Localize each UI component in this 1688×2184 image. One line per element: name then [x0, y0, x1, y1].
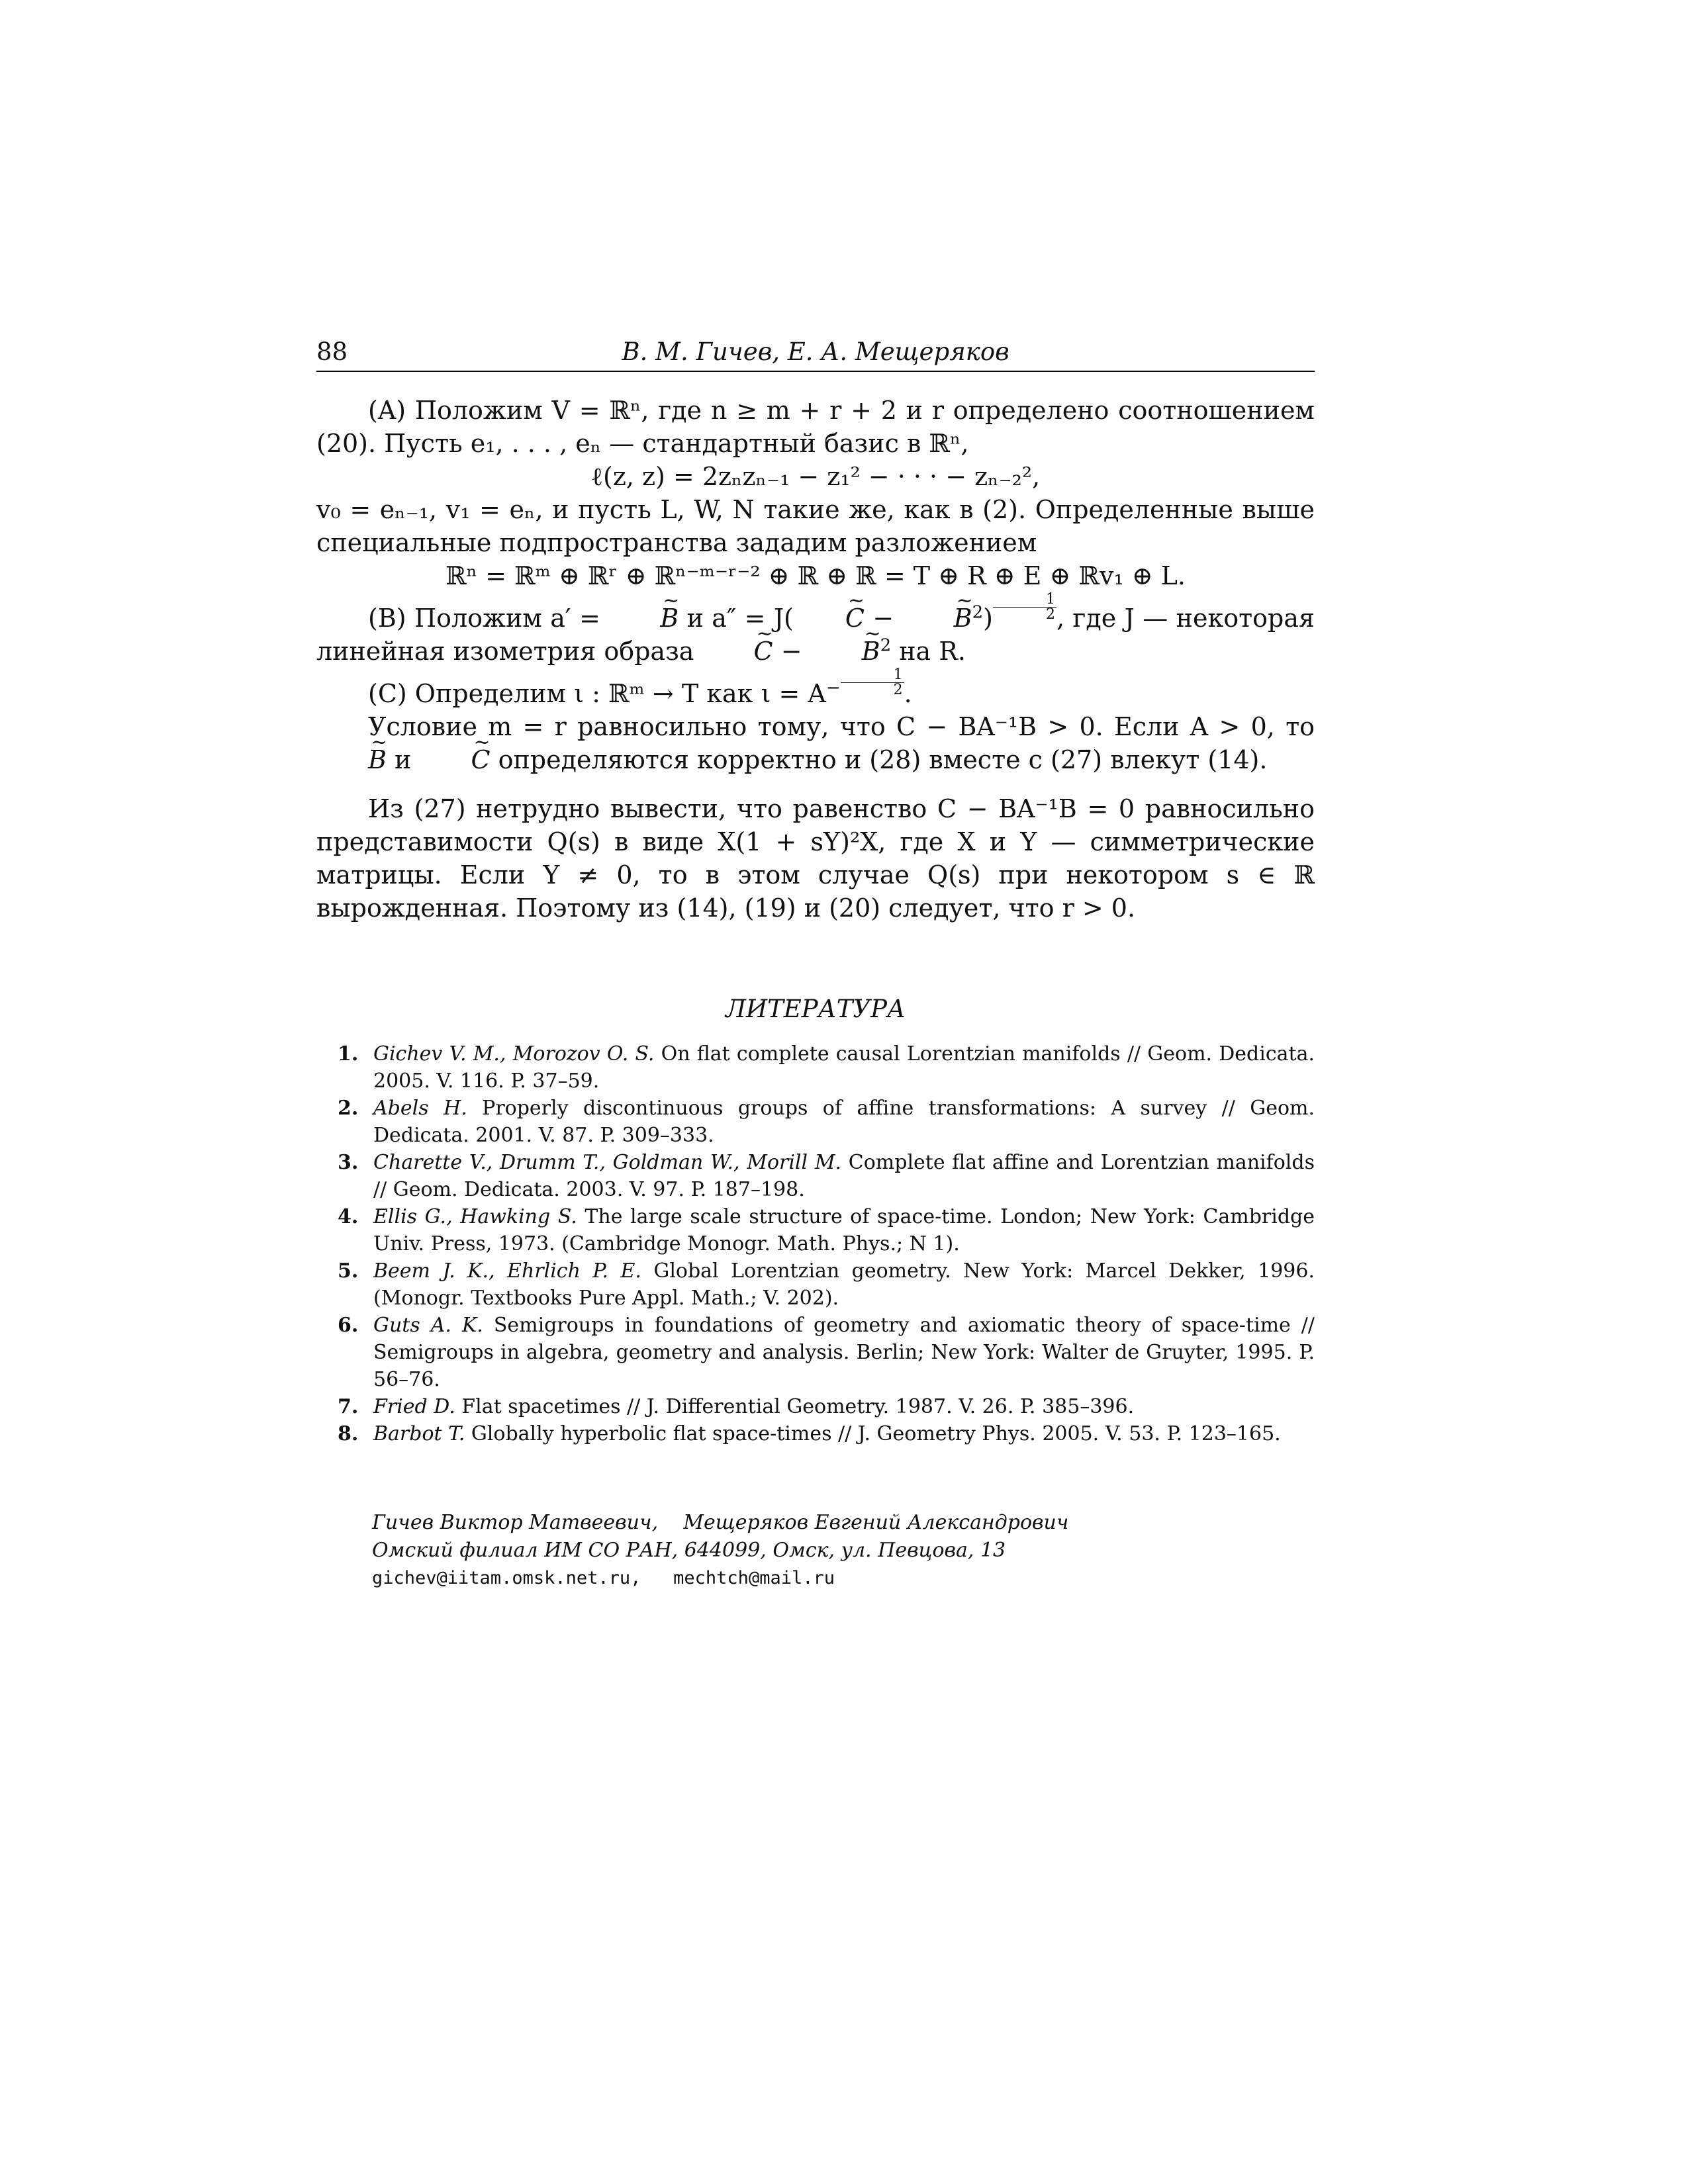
reference-number: 8. [338, 1422, 359, 1445]
running-header [316, 335, 1315, 372]
author-emails: gichev@iitam.omsk.net.ru, mechtch@mail.ru [372, 1568, 835, 1588]
paragraph-c [316, 668, 1315, 710]
reference-item [316, 1203, 1315, 1257]
reference-item [316, 1040, 1315, 1095]
reference-authors: Guts A. K. [373, 1314, 483, 1337]
main-text [316, 394, 1315, 925]
neg-half-numerator: 1 [841, 668, 904, 683]
paragraph-b: (B) Положим a′ = ~ B и a″ = J(~ C − ~ $B^2$) $\frac{1}{2}$ , где J — некоторая линейная изометрия образа ~ C − ~ $B^2$ на R. [316, 592, 1315, 668]
b-tail: , где J — некоторая линейная изометрия образа [316, 604, 1315, 666]
reference-number: 1. [338, 1042, 359, 1066]
reference-authors: Ellis G., Hawking S. [373, 1205, 577, 1228]
b-minus: − [864, 604, 902, 633]
author-affiliation: Омский филиал ИМ СО РАН, 644099, Омск, ул. Певцова, 13 [372, 1539, 1006, 1562]
reference-text: Flat spacetimes // J. Differential Geometry. 1987. V. 26. P. 385–396. [455, 1395, 1135, 1418]
b-end: на R. [891, 637, 966, 666]
b-and: и a″ = J( [679, 604, 794, 633]
reference-item [316, 1312, 1315, 1393]
b-minus-2: − [773, 637, 810, 666]
c-tilde-symbol: ~ C [794, 602, 865, 635]
paragraph-a: (A) Положим V = ℝⁿ, где n ≥ m + r + 2 и r определено соотношением (20). Пусть e₁, . . . , eₙ — стандартный базис в ℝⁿ, [316, 396, 1315, 458]
reference-authors: Abels H. [373, 1097, 467, 1120]
reference-text: Globally hyperbolic flat space-times // J. Geometry Phys. 2005. V. 53. P. 123–165. [465, 1422, 1281, 1445]
reference-item [316, 1149, 1315, 1203]
c-dot: . [904, 679, 912, 709]
author-names: Гичев Виктор Матвеевич, Мещеряков Евгений Александрович [372, 1511, 1069, 1534]
reference-item [316, 1095, 1315, 1149]
cond-and: и [386, 745, 420, 775]
reference-text: Semigroups in foundations of geometry and axiomatic theory of space-time // Semigroups in algebra, geometry and analysis. Berlin; New York: Walter de Gruyter, 1995. P. 56–76. [373, 1314, 1315, 1391]
reference-text: On flat complete causal Lorentzian manifolds // Geom. Dedicata. 2005. V. 116. P. 37–59. [373, 1042, 1315, 1093]
half-numerator: 1 [993, 592, 1056, 608]
b-tilde-symbol: ~ B [608, 602, 679, 635]
reference-number: 7. [338, 1395, 359, 1418]
cond-end: определяются корректно и (28) вместе с (27) влекут (14). [490, 745, 1268, 775]
neg-exponent-sign: − [825, 678, 841, 698]
reference-number: 4. [338, 1205, 359, 1228]
reference-authors: Gichev V. M., Morozov O. S. [373, 1042, 655, 1066]
paragraph-v: v₀ = eₙ₋₁, v₁ = eₙ, и пусть L, W, N такие же, как в (2). Определенные выше специальные подпространства зададим разложением [316, 495, 1315, 557]
reference-text: Properly discontinuous groups of affine transformations: A survey // Geom. Dedicata. 2001. V. 87. P. 309–333. [373, 1097, 1315, 1147]
formula-decomposition: ℝⁿ = ℝᵐ ⊕ ℝʳ ⊕ ℝⁿ⁻ᵐ⁻ʳ⁻² ⊕ ℝ ⊕ ℝ = T ⊕ R ⊕ E ⊕ ℝv₁ ⊕ L. [445, 561, 1186, 590]
references-title: ЛИТЕРАТУРА [725, 995, 906, 1023]
reference-number: 5. [338, 1259, 359, 1283]
square-exponent-2: 2 [880, 635, 892, 656]
b-lead: (B) Положим a′ = [368, 604, 609, 633]
c-tilde-symbol-2: ~ C [702, 635, 773, 668]
running-title: В. М. Гичев, Е. А. Мещеряков [622, 338, 1009, 366]
b-tilde-symbol-2: ~ B [810, 635, 880, 668]
references-list [316, 1040, 1315, 1447]
half-fraction [993, 592, 1056, 622]
square-exponent: 2 [972, 602, 984, 623]
half-denominator: 2 [1045, 606, 1055, 623]
paragraph-2: Из (27) нетрудно вывести, что равенство C − BA⁻¹B = 0 равносильно представимости Q(s) в виде X(1 + sY)²X, где X и Y — симметрические матрицы. Если Y ≠ 0, то в этом случае Q(s) при некотором s ∈ ℝ вырожденная. Поэтому из (14), (19) и (20) следует, что r > 0. [316, 794, 1315, 923]
c-text: (C) Определим ι : ℝᵐ → T как ι = A [368, 679, 826, 709]
author-info [372, 1509, 1299, 1592]
reference-number: 3. [338, 1151, 359, 1174]
cond-c-tilde: ~ C [419, 743, 490, 776]
reference-item [316, 1257, 1315, 1312]
b2-tilde-symbol: ~ B [902, 602, 972, 635]
reference-authors: Charette V., Drumm T., Goldman W., Morill M. [373, 1151, 842, 1174]
reference-authors: Barbot T. [373, 1422, 465, 1445]
reference-item [316, 1420, 1315, 1447]
reference-item [316, 1393, 1315, 1420]
reference-authors: Fried D. [373, 1395, 455, 1418]
reference-number: 6. [338, 1314, 359, 1337]
reference-number: 2. [338, 1097, 359, 1120]
page [316, 0, 1315, 2184]
reference-authors: Beem J. K., Ehrlich P. E. [373, 1259, 641, 1283]
cond-text: Условие m = r равносильно тому, что C − BA⁻¹B > 0. Если A > 0, то [368, 712, 1315, 742]
formula-l: ℓ(z, z) = 2zₙzₙ₋₁ − z₁² − · · · − zₙ₋₂², [590, 462, 1041, 491]
reference-text: The large scale structure of space-time. London; New York: Cambridge Univ. Press, 1973. (Cambridge Monogr. Math. Phys.; N 1). [373, 1205, 1315, 1255]
paragraph-condition [316, 710, 1315, 776]
cond-b-tilde: ~ B [316, 743, 387, 776]
reference-text: Global Lorentzian geometry. New York: Marcel Dekker, 1996. (Monogr. Textbooks Pure Appl. Math.; V. 202). [373, 1259, 1315, 1310]
reference-text: Complete flat affine and Lorentzian manifolds // Geom. Dedicata. 2003. V. 97. P. 187–198. [373, 1151, 1315, 1201]
neg-half-fraction [841, 668, 904, 698]
page-number: 88 [316, 338, 348, 366]
neg-half-denominator: 2 [893, 682, 903, 699]
paragraph-gap [316, 776, 1315, 792]
